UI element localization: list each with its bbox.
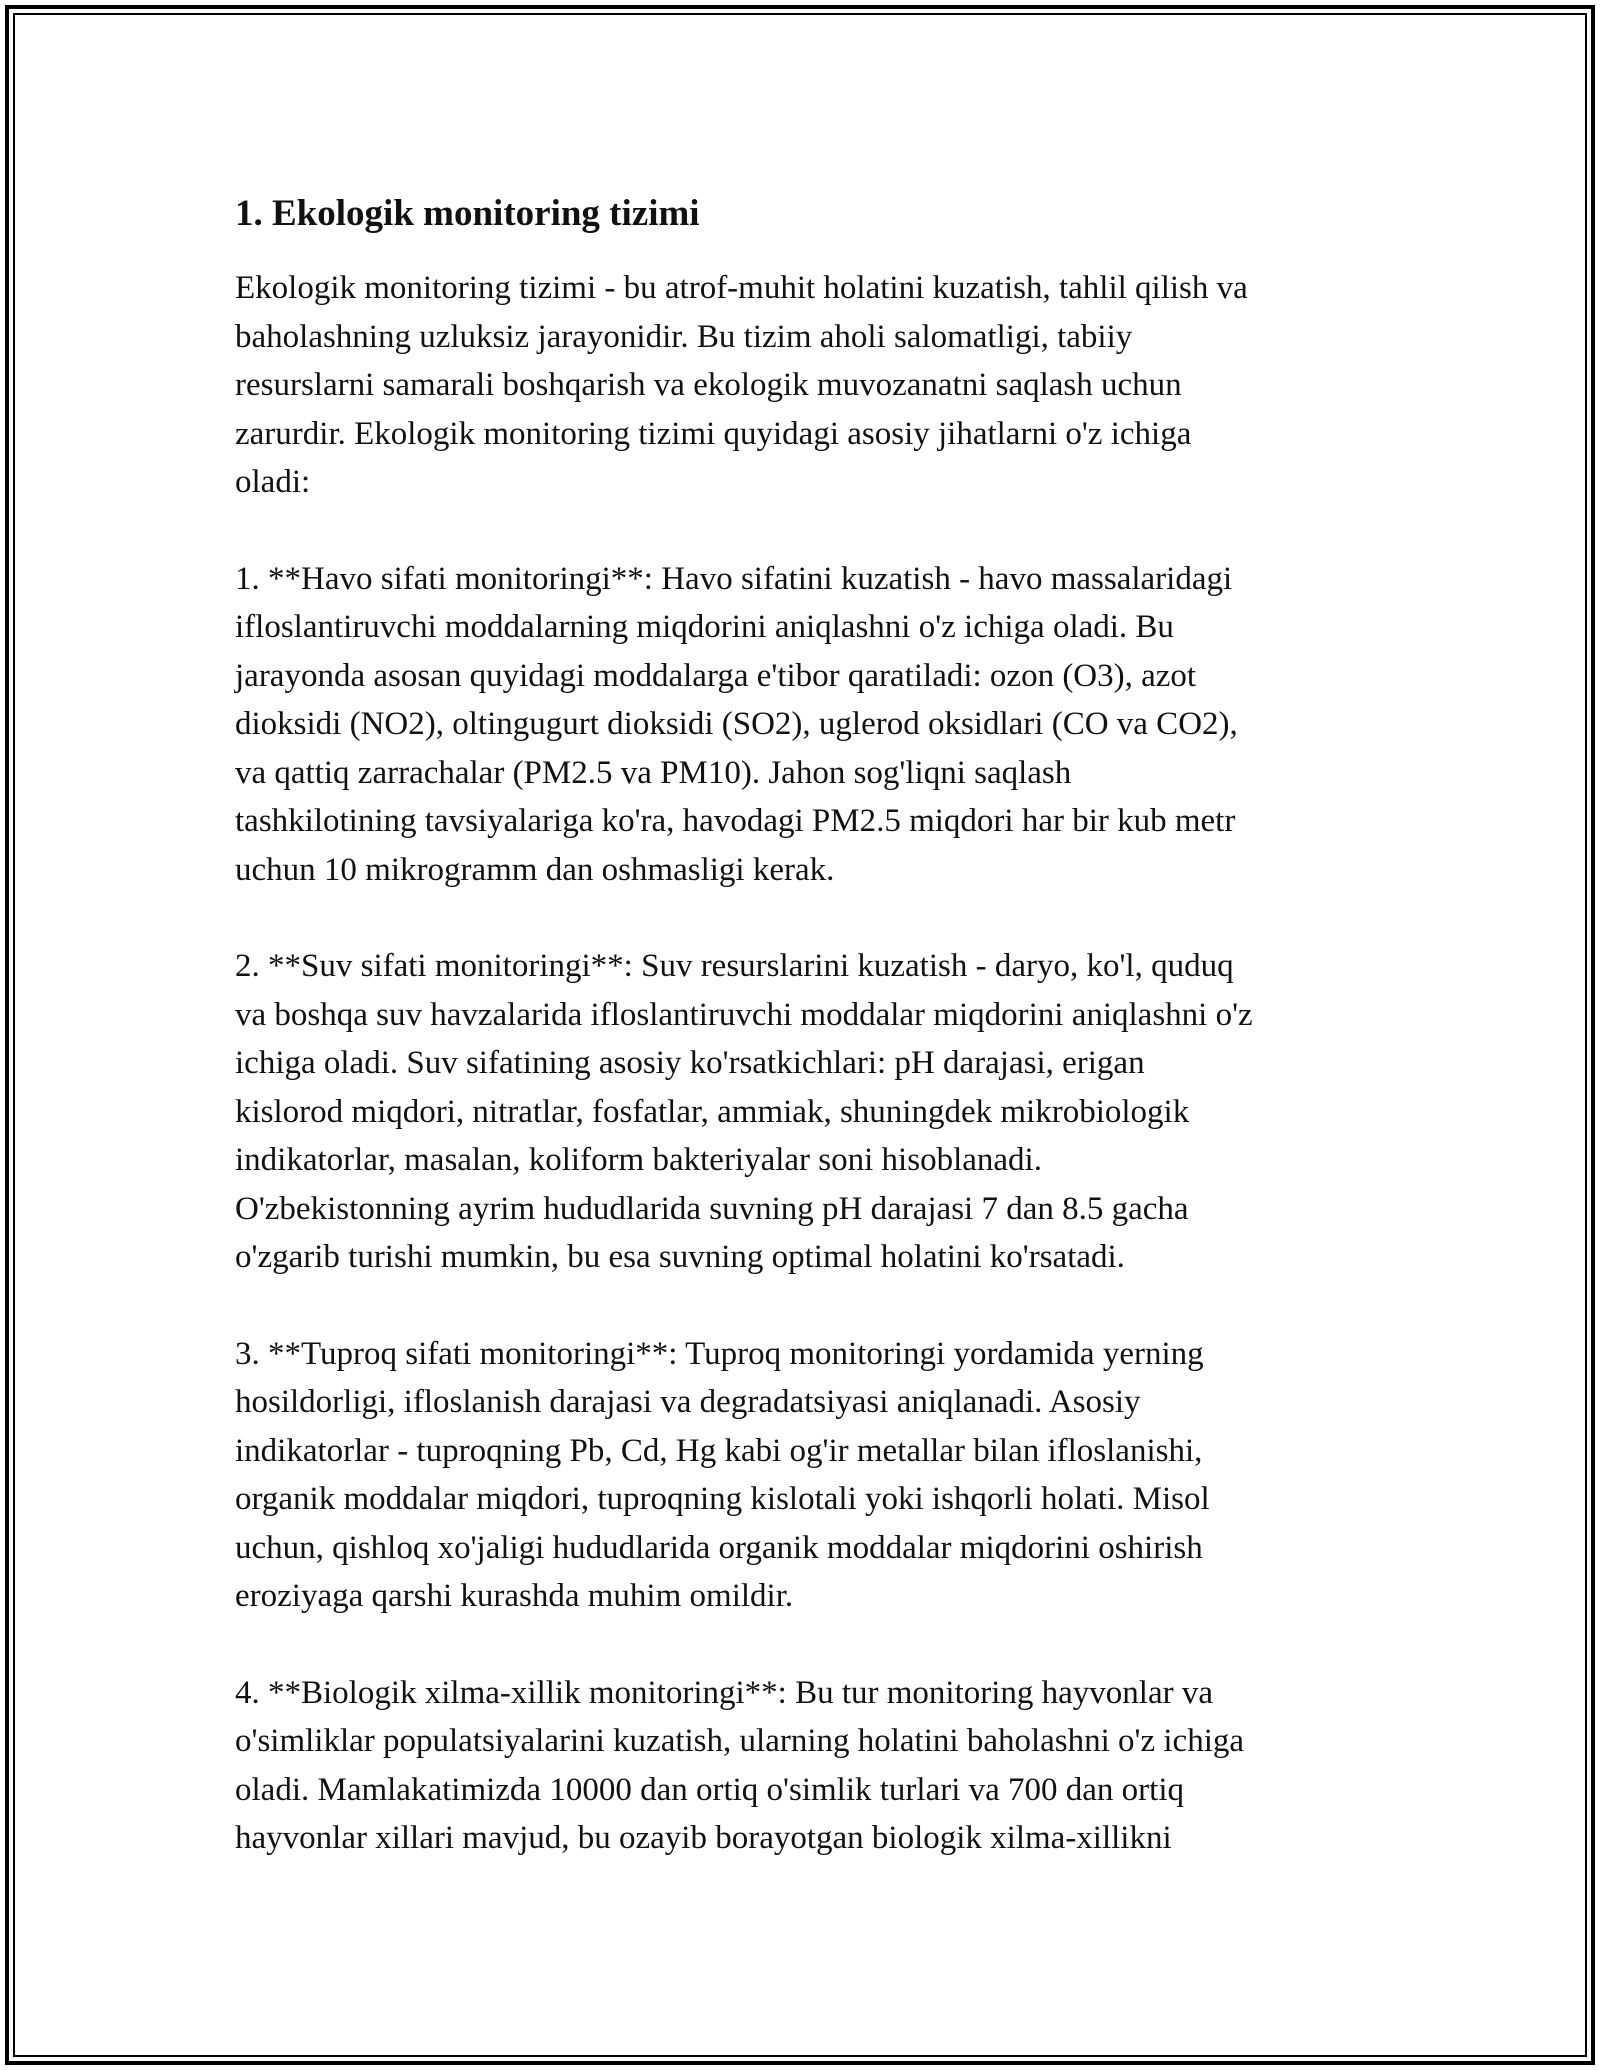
soil-quality-paragraph — [235, 1330, 1365, 1621]
text-line: hosildorligi, ifloslanish darajasi va degradatsiyasi aniqlanadi. Asosiy — [235, 1384, 1141, 1420]
text-line: va boshqa suv havzalarida ifloslantiruvchi moddalar miqdorini aniqlashni o'z — [235, 996, 1253, 1033]
text-line: uchun, qishloq xo'jaligi hududlarida organik moddalar miqdorini oshirish — [235, 1529, 1203, 1566]
text-line: oladi: — [235, 464, 311, 500]
water-quality-paragraph — [235, 942, 1365, 1282]
air-quality-paragraph — [235, 555, 1365, 895]
text-line: o'zgarib turishi mumkin, bu esa suvning optimal holatini ko'rsatadi. — [235, 1239, 1125, 1275]
text-line: dioksidi (NO2), oltingugurt dioksidi (SO2), uglerod oksidlari (CO va CO2), — [235, 706, 1238, 742]
text-line: zarurdir. Ekologik monitoring tizimi quyidagi asosiy jihatlarni o'z ichiga — [235, 415, 1192, 452]
text-line: uchun 10 mikrogramm dan oshmasligi kerak. — [235, 851, 835, 888]
text-line: 2. **Suv sifati monitoringi**: Suv resurslarini kuzatish - daryo, ko'l, quduq — [235, 948, 1234, 984]
intro-paragraph — [235, 264, 1365, 507]
biodiversity-paragraph — [235, 1669, 1365, 1863]
text-line: Ekologik monitoring tizimi - bu atrof-muhit holatini kuzatish, tahlil qilish va — [235, 270, 1248, 306]
section-heading: 1. Ekologik monitoring tizimi — [235, 193, 700, 234]
text-line: indikatorlar, masalan, koliform bakteriyalar soni hisoblanadi. — [235, 1142, 1042, 1178]
text-line: O'zbekistonning ayrim hududlarida suvning pH darajasi 7 dan 8.5 gacha — [235, 1190, 1189, 1227]
text-line: ifloslantiruvchi moddalarning miqdorini aniqlashni o'z ichiga oladi. Bu — [235, 609, 1174, 645]
text-line: kislorod miqdori, nitratlar, fosfatlar, ammiak, shuningdek mikrobiologik — [235, 1093, 1190, 1130]
text-line: eroziyaga qarshi kurashda muhim omildir. — [235, 1578, 794, 1614]
text-line: oladi. Mamlakatimizda 10000 dan ortiq o'simlik turlari va 700 dan ortiq — [235, 1771, 1185, 1808]
text-line: 1. **Havo sifati monitoringi**: Havo sifatini kuzatish - havo massalaridagi — [235, 560, 1233, 597]
text-line: ichiga oladi. Suv sifatining asosiy ko'rsatkichlari: pH darajasi, erigan — [235, 1045, 1145, 1081]
text-line: resurslarni samarali boshqarish va ekologik muvozanatni saqlash uchun — [235, 367, 1182, 403]
text-line: va qattiq zarrachalar (PM2.5 va PM10). Jahon sog'liqni saqlash — [235, 754, 1072, 791]
text-line: organik moddalar miqdori, tuproqning kislotali yoki ishqorli holati. Misol — [235, 1481, 1210, 1517]
text-line: tashkilotining tavsiyalariga ko'ra, havodagi PM2.5 miqdori har bir kub metr — [235, 803, 1236, 839]
text-line: baholashning uzluksiz jarayonidir. Bu tizim aholi salomatligi, tabiiy — [235, 318, 1133, 355]
text-line: indikatorlar - tuproqning Pb, Cd, Hg kabi og'ir metallar bilan ifloslanishi, — [235, 1432, 1203, 1469]
text-line: 3. **Tuproq sifati monitoringi**: Tuproq monitoringi yordamida yerning — [235, 1335, 1204, 1372]
text-line: 4. **Biologik xilma-xillik monitoringi**: Bu tur monitoring hayvonlar va — [235, 1674, 1214, 1711]
text-line: hayvonlar xillari mavjud, bu ozayib borayotgan biologik xilma-xillikni — [235, 1820, 1172, 1856]
document-body — [235, 186, 1365, 1911]
text-line: o'simliklar populatsiyalarini kuzatish, ularning holatini baholashni o'z ichiga — [235, 1723, 1245, 1759]
text-line: jarayonda asosan quyidagi moddalarga e'tibor qaratiladi: ozon (O3), azot — [235, 657, 1197, 694]
